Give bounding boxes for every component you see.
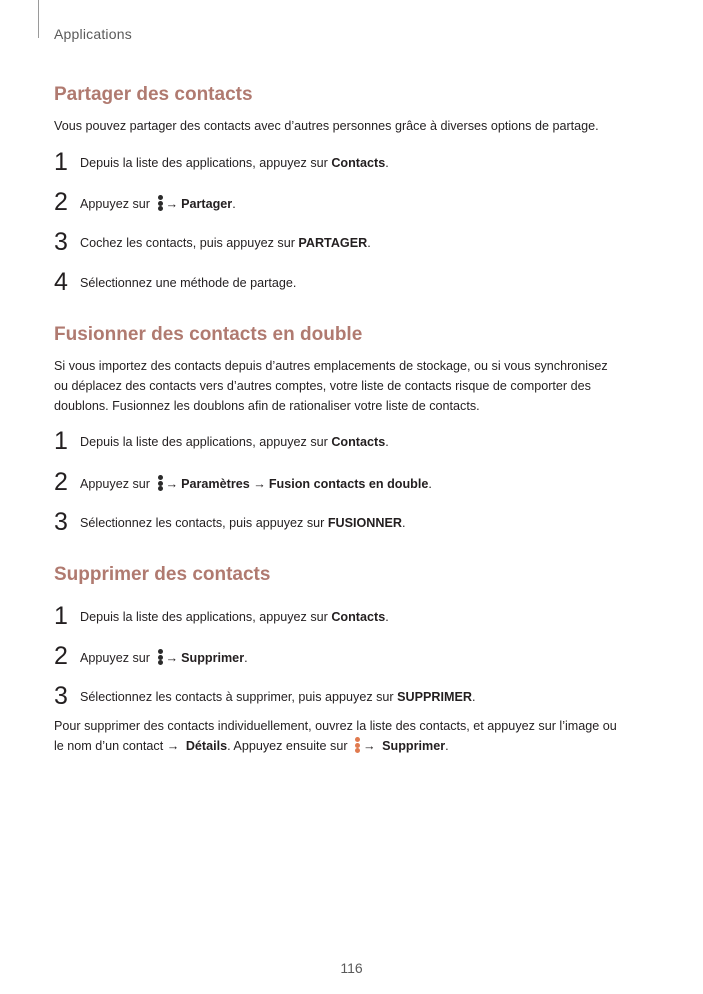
step-number: 2 bbox=[54, 642, 68, 670]
more-options-icon bbox=[355, 737, 360, 753]
delete-note-line2: le nom d’un contact → Détails. Appuyez ensuite sur → Supprimer. bbox=[54, 739, 449, 753]
step-number: 2 bbox=[54, 468, 68, 496]
section-intro-merge-line2: ou déplacez des contacts vers d’autres comptes, votre liste de contacts risque de comporter des bbox=[54, 379, 591, 393]
header-rule bbox=[38, 0, 39, 38]
step-number: 1 bbox=[54, 602, 68, 630]
section-title-delete: Supprimer des contacts bbox=[54, 564, 271, 585]
step-number: 1 bbox=[54, 148, 68, 176]
section-intro-share: Vous pouvez partager des contacts avec d’autres personnes grâce à diverses options de partage. bbox=[54, 119, 599, 133]
running-header: Applications bbox=[54, 26, 132, 42]
page-number: 116 bbox=[340, 960, 363, 976]
section-intro-merge-line3: doublons. Fusionnez les doublons afin de rationaliser votre liste de contacts. bbox=[54, 399, 480, 413]
delete-note-line1: Pour supprimer des contacts individuellement, ouvrez la liste des contacts, et appuyez sur l’image ou bbox=[54, 719, 617, 733]
more-options-icon bbox=[158, 195, 163, 211]
step-number: 2 bbox=[54, 188, 68, 216]
more-options-icon bbox=[158, 649, 163, 665]
step-number: 3 bbox=[54, 508, 68, 536]
step-number: 4 bbox=[54, 268, 68, 296]
more-options-icon bbox=[158, 475, 163, 491]
step-number: 3 bbox=[54, 228, 68, 256]
section-title-share: Partager des contacts bbox=[54, 84, 253, 105]
step-number: 1 bbox=[54, 427, 68, 455]
step-number: 3 bbox=[54, 682, 68, 710]
section-intro-merge-line1: Si vous importez des contacts depuis d’autres emplacements de stockage, ou si vous synchronisez bbox=[54, 359, 608, 373]
section-title-merge: Fusionner des contacts en double bbox=[54, 324, 363, 345]
